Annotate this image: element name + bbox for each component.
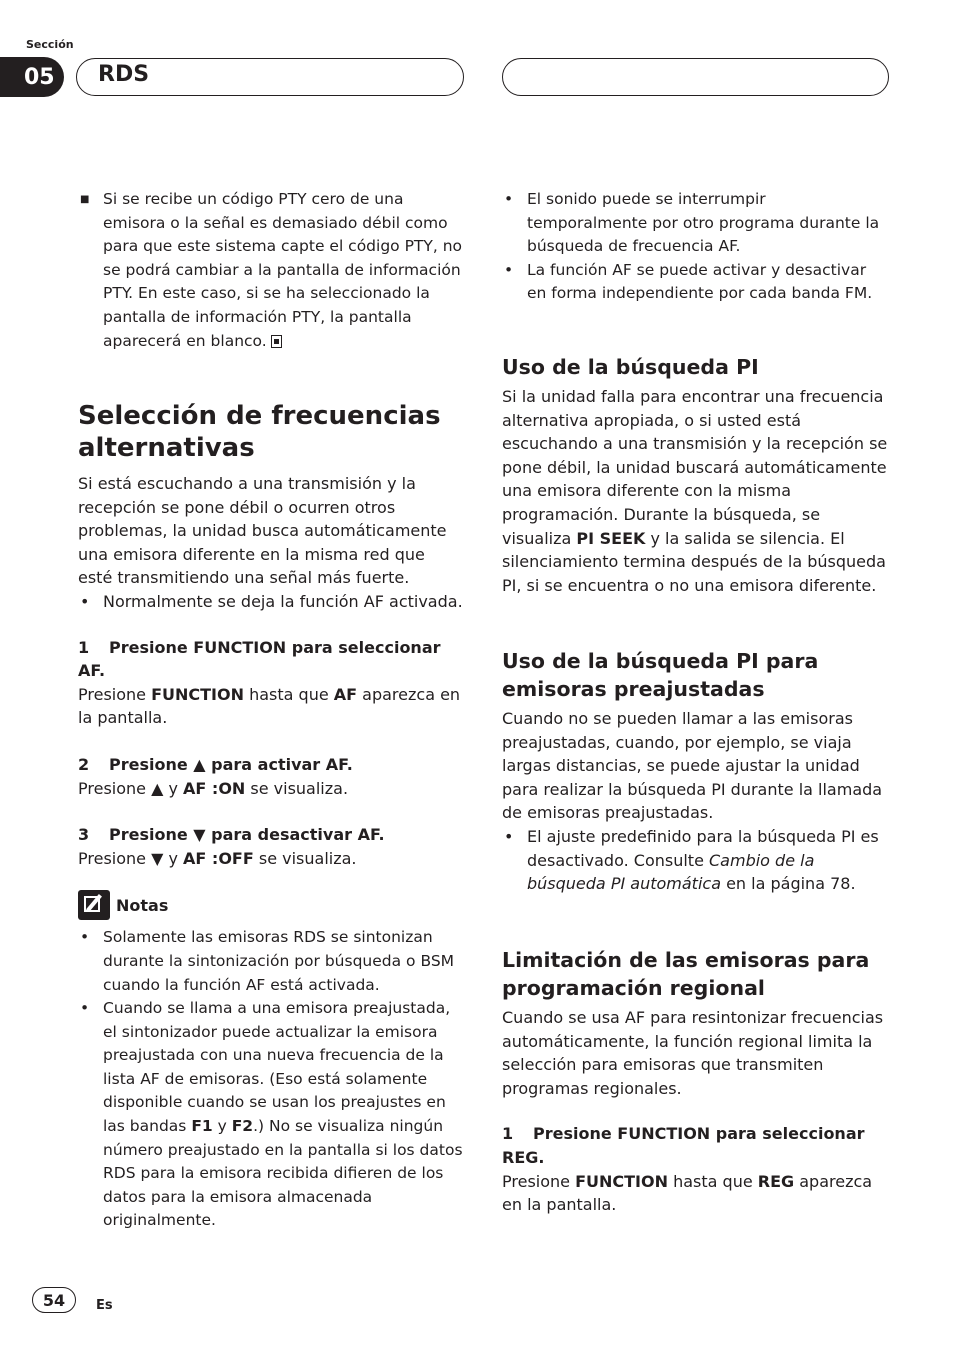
reg-step-text: Presione FUNCTION hasta que REG aparezca en la pantalla. <box>502 1171 873 1215</box>
step-1-heading: 1 Presione FUNCTION para seleccionar AF. <box>78 637 441 681</box>
reg-step-heading: 1 Presione FUNCTION para seleccionar REG. <box>502 1124 865 1167</box>
notes-heading: Notas <box>78 890 464 920</box>
af-intro: Si está escuchando a una transmisión y la recepción se pone débil o ocurren otros problemas, la unidad busca automáticamente una emisora diferente en la misma red que esté transmitiendo una señal más fuerte. <box>78 474 447 588</box>
end-of-section-icon <box>271 335 282 348</box>
step-1-text: Presione FUNCTION hasta que AF aparezca en la pantalla. <box>78 684 461 728</box>
left-column <box>78 188 464 353</box>
pi-heading: Uso de la búsqueda PI <box>502 355 759 379</box>
af-bullet: • Normalmente se deja la función AF activada. <box>78 590 464 614</box>
reg-heading: Limitación de las emisoras para programación regional <box>502 948 870 1000</box>
af-interrupt-bullet: • El sonido puede se interrumpir temporalmente por otro programa durante la búsqueda de frecuencia AF. <box>502 188 890 259</box>
pi-preset-heading: Uso de la búsqueda PI para emisoras preajustadas <box>502 649 819 701</box>
note-2: • Cuando se llama a una emisora preajustada, el sintonizador puede actualizar la emisora preajustada con una nueva frecuencia de la lista AF de emisoras. (Eso está solamente disponible cuando se usan los preajustes en las bandas F1 y F2.) No se visualiza ningún número preajustado en la pantalla si los datos RDS para la emisora recibida difieren de los datos para la emisora almacenada originalmente. <box>78 997 464 1233</box>
note-1: • Solamente las emisoras RDS se sintonizan durante la sintonización por búsqueda o BSM cuando la función AF está activada. <box>78 926 464 997</box>
section-title: RDS <box>98 62 150 87</box>
language-code: Es <box>96 1298 113 1313</box>
page-number: 54 <box>32 1287 76 1313</box>
pty-note: ■ Si se recibe un código PTY cero de una emisora o la señal es demasiado débil como para que este sistema capte el código PTY, no se podrá cambiar a la pantalla de información PTY. En este caso, si se ha seleccionado la pantalla de información PTY, la pantalla aparecerá en blanco. <box>78 188 464 353</box>
step-3-heading: 3 Presione ▼ para desactivar AF. <box>78 825 385 845</box>
section-number-tab: 05 <box>0 57 64 97</box>
pi-preset-bullet: • El ajuste predefinido para la búsqueda PI es desactivado. Consulte Cambio de la búsqueda PI automática en la página 78. <box>502 825 890 896</box>
step-2-text: Presione ▲ y AF :ON se visualiza. <box>78 778 349 798</box>
af-heading: Selección de frecuencias alternativas <box>78 401 441 463</box>
step-3-text: Presione ▼ y AF :OFF se visualiza. <box>78 848 357 868</box>
right-column <box>502 188 890 306</box>
pi-preset-text: Cuando no se pueden llamar a las emisoras preajustadas, cuando, por ejemplo, se viaja largas distancias, se puede ajustar la unidad para realizar la búsqueda PI durante la llamada de emisoras preajustadas. <box>502 709 883 823</box>
reg-text: Cuando se usa AF para resintonizar frecuencias automáticamente, la función regional limita la selección para emisoras que transmiten programas regionales. <box>502 1008 884 1098</box>
pi-text: Si la unidad falla para encontrar una frecuencia alternativa apropiada, o si usted está escuchando a una transmisión y la recepción se pone débil, la unidad buscará automáticamente una emisora diferente con la misma programación. Durante la búsqueda, se visualiza PI SEEK y la salida se silencia. El silenciamiento termina después de la búsqueda PI, si se encuentra o no una emisora diferente. <box>502 387 888 595</box>
step-2-heading: 2 Presione ▲ para activar AF. <box>78 754 353 774</box>
af-band-bullet: • La función AF se puede activar y desactivar en forma independiente por cada banda FM. <box>502 259 890 306</box>
note-pencil-icon <box>78 890 110 920</box>
header-right-frame <box>502 58 889 96</box>
section-label: Sección <box>26 38 74 51</box>
